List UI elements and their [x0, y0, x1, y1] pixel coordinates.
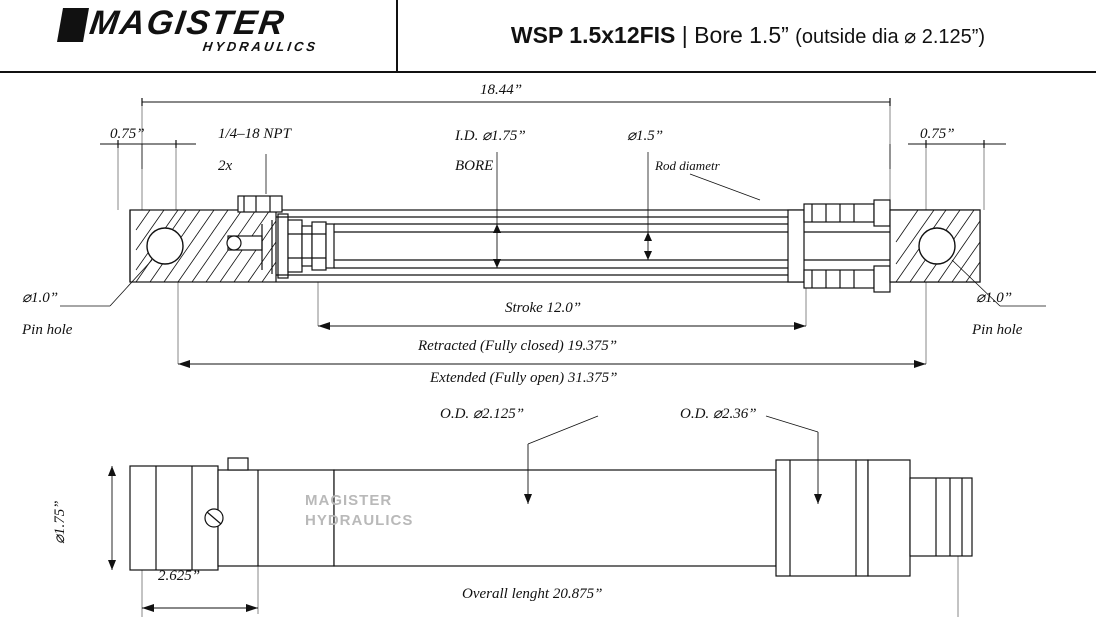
label-od-barrel: O.D. ⌀2.125”: [440, 406, 525, 422]
label-pin-hole-left-dia: ⌀1.0”: [22, 290, 59, 306]
technical-drawing: [0, 74, 1096, 617]
page-header: [0, 0, 1096, 74]
label-bore: BORE: [455, 158, 494, 174]
watermark-line-2: HYDRAULICS: [305, 512, 414, 529]
dim-stroke: Stroke 12.0”: [505, 300, 582, 316]
brand-logo: [60, 6, 360, 62]
label-port-qty: 2x: [218, 158, 233, 174]
logo-mark-icon: [57, 8, 89, 42]
label-pin-hole-right-dia: ⌀1.0”: [976, 290, 1013, 306]
label-clevis-dia: ⌀1.75”: [52, 500, 68, 544]
dim-overall-top: 18.44”: [480, 82, 523, 98]
dim-extended: Extended (Fully open) 31.375”: [430, 370, 618, 386]
title-divider: |: [681, 22, 688, 48]
label-id-bore-dia: I.D. ⌀1.75”: [455, 128, 526, 144]
page-title: [511, 22, 985, 49]
label-npt-port: 1/4–18 NPT: [218, 126, 291, 142]
logo-wordmark: MAGISTER: [87, 4, 289, 42]
label-rod-dia: ⌀1.5”: [627, 128, 664, 144]
title-box: [396, 0, 1096, 73]
title-outside-dia: (outside dia ⌀ 2.125”): [795, 26, 986, 48]
label-pin-hole-left: Pin hole: [22, 322, 73, 338]
logo-subtext: HYDRAULICS: [201, 39, 320, 54]
label-od-gland: O.D. ⌀2.36”: [680, 406, 757, 422]
dim-left-end: 0.75”: [110, 126, 145, 142]
label-rod-diameter: Rod diametr: [655, 158, 720, 173]
title-bore: Bore 1.5”: [694, 22, 789, 48]
header-divider-left: [0, 71, 398, 73]
watermark-line-1: MAGISTER: [305, 492, 393, 509]
dim-right-end: 0.75”: [920, 126, 955, 142]
label-pin-hole-right: Pin hole: [972, 322, 1023, 338]
dim-retracted: Retracted (Fully closed) 19.375”: [418, 338, 618, 354]
dim-overall-length: Overall lenght 20.875”: [462, 586, 603, 602]
title-model: WSP 1.5x12FIS: [510, 22, 676, 48]
dim-clevis-length: 2.625”: [158, 568, 201, 584]
